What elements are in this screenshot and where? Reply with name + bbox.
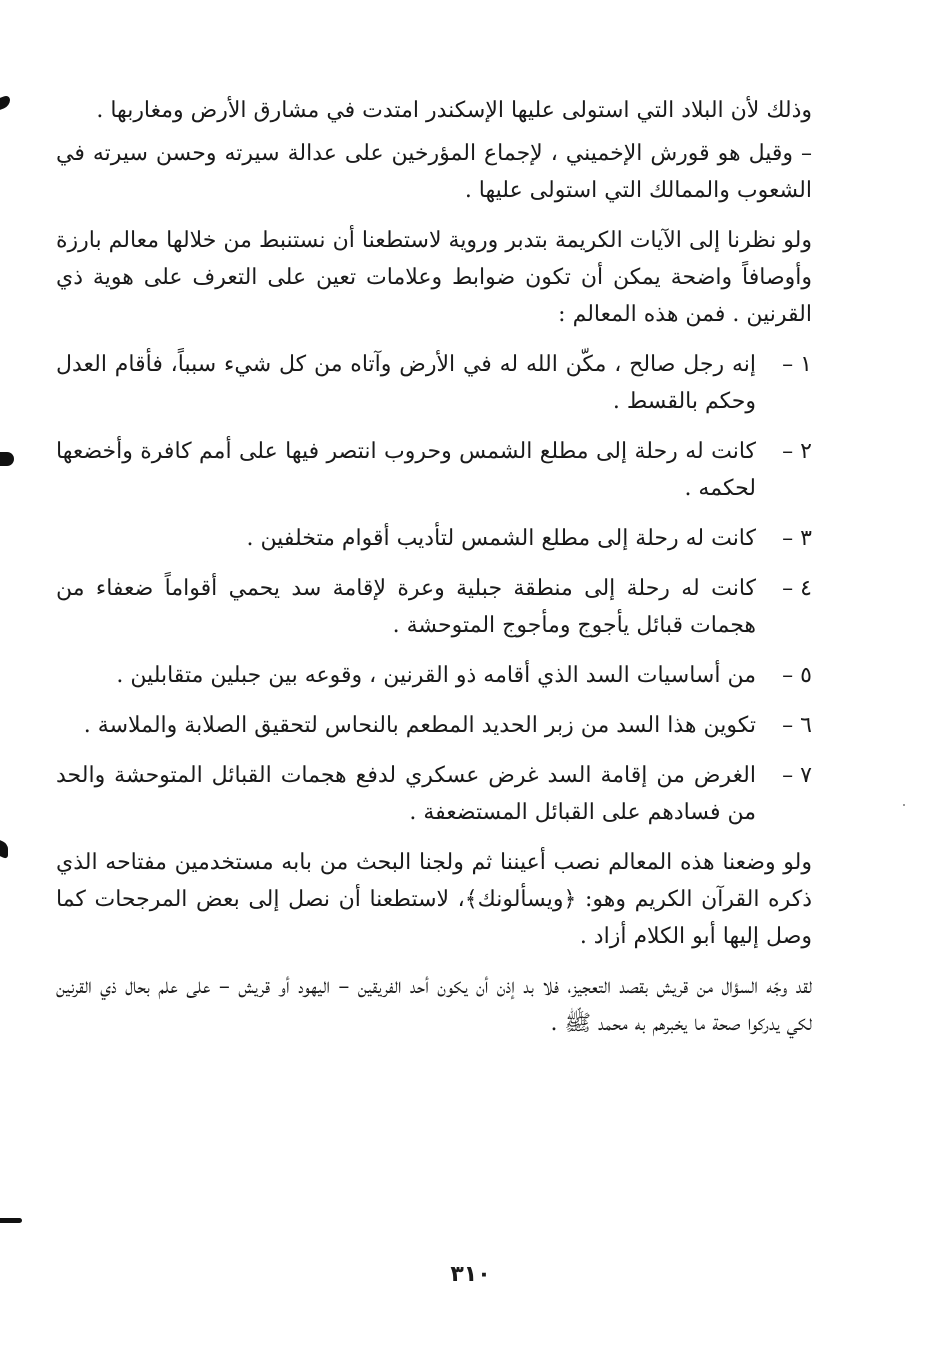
- list-item: [56, 520, 812, 557]
- list-item-number: ٦ –: [782, 713, 812, 738]
- paragraph: ولو وضعنا هذه المعالم نصب أعيننا ثم ولجنا البحث من بابه مستخدمين مفتاحه الذي ذكره القرآن الكريم وهو: ﴿ويسألونك﴾، لاستطعنا أن نصل إلى بعض المرجحات كما وصل إليها أبو الكلام أزاد .: [56, 850, 812, 949]
- list-item: [56, 757, 812, 831]
- list-item-text: كانت له رحلة إلى منطقة جبلية وعرة لإقامة سد يحمي أقواماً ضعفاء من هجمات قبائل يأجوج ومأجوج المتوحشة .: [56, 576, 756, 638]
- list-item: [56, 707, 812, 744]
- list-item-number: ٣ –: [782, 526, 812, 551]
- list-item-number: ٧ –: [782, 763, 812, 788]
- margin-ink-mark: [0, 452, 14, 466]
- margin-ink-mark: [0, 94, 10, 110]
- scan-speck: [903, 804, 905, 806]
- list-item-text: كانت له رحلة إلى مطلع الشمس لتأديب أقوام متخلفين .: [246, 526, 756, 551]
- list-item-text: الغرض من إقامة السد غرض عسكري لدفع هجمات القبائل المتوحشة والحد من فسادهم على القبائل المستضعفة .: [56, 763, 756, 825]
- paragraph: وذلك لأن البلاد التي استولى عليها الإسكندر امتدت في مشارق الأرض ومغاربها .: [96, 98, 812, 123]
- paragraph: لقد وجّه السؤال من قريش بقصد التعجيز، فلا بد إذن أن يكون أحد الفريقين – اليهود أو قريش – على علم بحال ذي القرنين لكي يدركوا صحة ما يخبرهم به محمد ﷺ .: [56, 974, 812, 1036]
- paragraph: ولو نظرنا إلى الآيات الكريمة بتدبر وروية لاستطعنا أن نستنبط من خلالها معالم بارزة وأوصافاً واضحة يمكن أن تكون ضوابط وعلامات تعين على التعرف على هوية ذي القرنين . فمن هذه المعالم :: [56, 228, 812, 327]
- page-body: [56, 92, 812, 1055]
- list-item-number: ٤ –: [782, 576, 812, 601]
- paragraph: – وقيل هو قورش الإخميني ، لإجماع المؤرخين على عدالة سيرته وحسن سيرته في الشعوب والممالك التي استولى عليها .: [56, 141, 812, 203]
- list-item: [56, 657, 812, 694]
- list-item-text: من أساسيات السد الذي أقامه ذو القرنين ، وقوعه بين جبلين متقابلين .: [116, 663, 756, 688]
- margin-ink-mark: [0, 1218, 22, 1223]
- list-item-text: إنه رجل صالح ، مكّن الله له في الأرض وآتاه من كل شيء سبباً، فأقام العدل وحكم بالقسط .: [56, 352, 756, 414]
- list-item: [56, 433, 812, 507]
- list-item-text: كانت له رحلة إلى مطلع الشمس وحروب انتصر فيها على أمم كافرة وأخضعها لحكمه .: [56, 439, 756, 501]
- list-item-number: ٢ –: [782, 439, 812, 464]
- margin-ink-mark: [0, 840, 8, 860]
- list-item-text: تكوين هذا السد من زبر الحديد المطعم بالنحاس لتحقيق الصلابة والملاسة .: [83, 713, 756, 738]
- page-number: ٣١٠: [450, 1262, 491, 1287]
- list-item: [56, 346, 812, 420]
- list-item: [56, 570, 812, 644]
- list-item-number: ٥ –: [782, 663, 812, 688]
- list-item-number: ١ –: [782, 352, 812, 377]
